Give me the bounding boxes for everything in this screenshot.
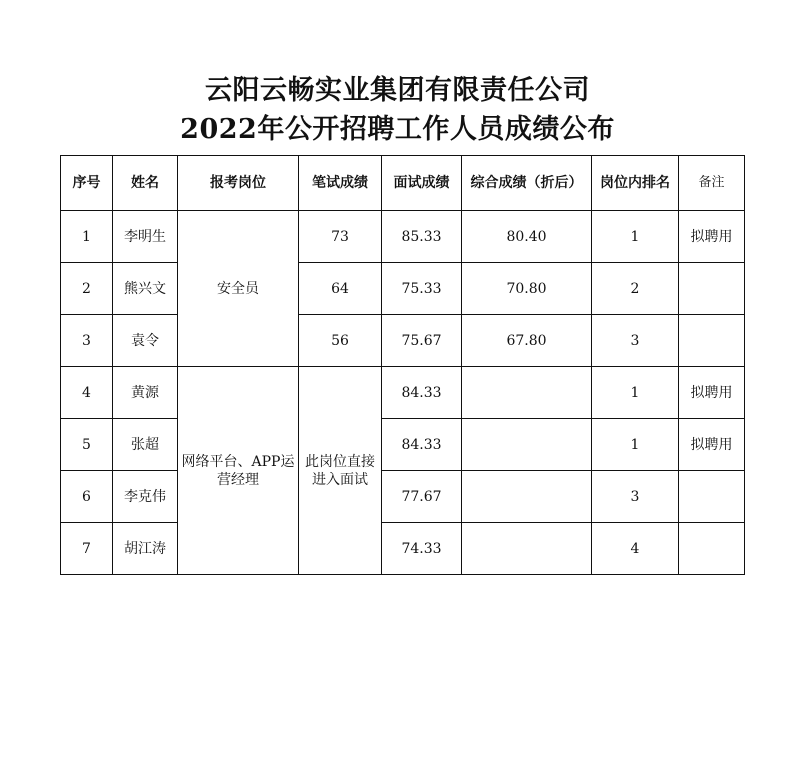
header-interview: 面试成绩 xyxy=(382,156,462,211)
table-row xyxy=(61,471,745,523)
cell-position: 安全员 xyxy=(178,211,299,367)
cell-seq: 7 xyxy=(61,523,113,575)
results-table xyxy=(60,155,745,575)
cell-interview: 75.33 xyxy=(382,263,462,315)
cell-rank: 1 xyxy=(592,419,679,471)
cell-composite xyxy=(462,523,592,575)
table-row xyxy=(61,419,745,471)
cell-interview: 75.67 xyxy=(382,315,462,367)
cell-composite xyxy=(462,419,592,471)
cell-composite xyxy=(462,471,592,523)
cell-seq: 3 xyxy=(61,315,113,367)
cell-name: 胡江涛 xyxy=(113,523,178,575)
table-row xyxy=(61,315,745,367)
table-row xyxy=(61,523,745,575)
cell-note xyxy=(679,523,745,575)
cell-note: 拟聘用 xyxy=(679,211,745,263)
cell-note xyxy=(679,315,745,367)
cell-composite: 80.40 xyxy=(462,211,592,263)
cell-seq: 4 xyxy=(61,367,113,419)
table-row xyxy=(61,211,745,263)
cell-written: 56 xyxy=(299,315,382,367)
cell-composite: 67.80 xyxy=(462,315,592,367)
cell-written: 64 xyxy=(299,263,382,315)
header-name: 姓名 xyxy=(113,156,178,211)
cell-name: 袁令 xyxy=(113,315,178,367)
cell-name: 张超 xyxy=(113,419,178,471)
cell-rank: 2 xyxy=(592,263,679,315)
cell-note xyxy=(679,263,745,315)
cell-rank: 1 xyxy=(592,367,679,419)
cell-position: 网络平台、APP运营经理 xyxy=(178,367,299,575)
document-title: 云阳云畅实业集团有限责任公司 xyxy=(205,75,590,106)
cell-seq: 2 xyxy=(61,263,113,315)
cell-name: 黄源 xyxy=(113,367,178,419)
cell-composite: 70.80 xyxy=(462,263,592,315)
cell-seq: 5 xyxy=(61,419,113,471)
document-subtitle: 2022年公开招聘工作人员成绩公布 xyxy=(180,114,615,145)
cell-rank: 3 xyxy=(592,315,679,367)
cell-interview: 84.33 xyxy=(382,367,462,419)
cell-name: 李明生 xyxy=(113,211,178,263)
header-seq: 序号 xyxy=(61,156,113,211)
cell-composite xyxy=(462,367,592,419)
header-position: 报考岗位 xyxy=(178,156,299,211)
cell-interview: 77.67 xyxy=(382,471,462,523)
cell-interview: 74.33 xyxy=(382,523,462,575)
cell-name: 李克伟 xyxy=(113,471,178,523)
header-composite: 综合成绩（折后） xyxy=(462,156,592,211)
header-note: 备注 xyxy=(679,156,745,211)
cell-rank: 4 xyxy=(592,523,679,575)
table-row xyxy=(61,263,745,315)
cell-note: 拟聘用 xyxy=(679,367,745,419)
header-written: 笔试成绩 xyxy=(299,156,382,211)
cell-name: 熊兴文 xyxy=(113,263,178,315)
cell-seq: 6 xyxy=(61,471,113,523)
header-row xyxy=(61,156,745,211)
cell-written-note: 此岗位直接进入面试 xyxy=(299,367,382,575)
cell-rank: 3 xyxy=(592,471,679,523)
cell-interview: 84.33 xyxy=(382,419,462,471)
cell-note xyxy=(679,471,745,523)
cell-interview: 85.33 xyxy=(382,211,462,263)
header-rank: 岗位内排名 xyxy=(592,156,679,211)
cell-rank: 1 xyxy=(592,211,679,263)
cell-note: 拟聘用 xyxy=(679,419,745,471)
cell-written: 73 xyxy=(299,211,382,263)
table-row xyxy=(61,367,745,419)
cell-seq: 1 xyxy=(61,211,113,263)
